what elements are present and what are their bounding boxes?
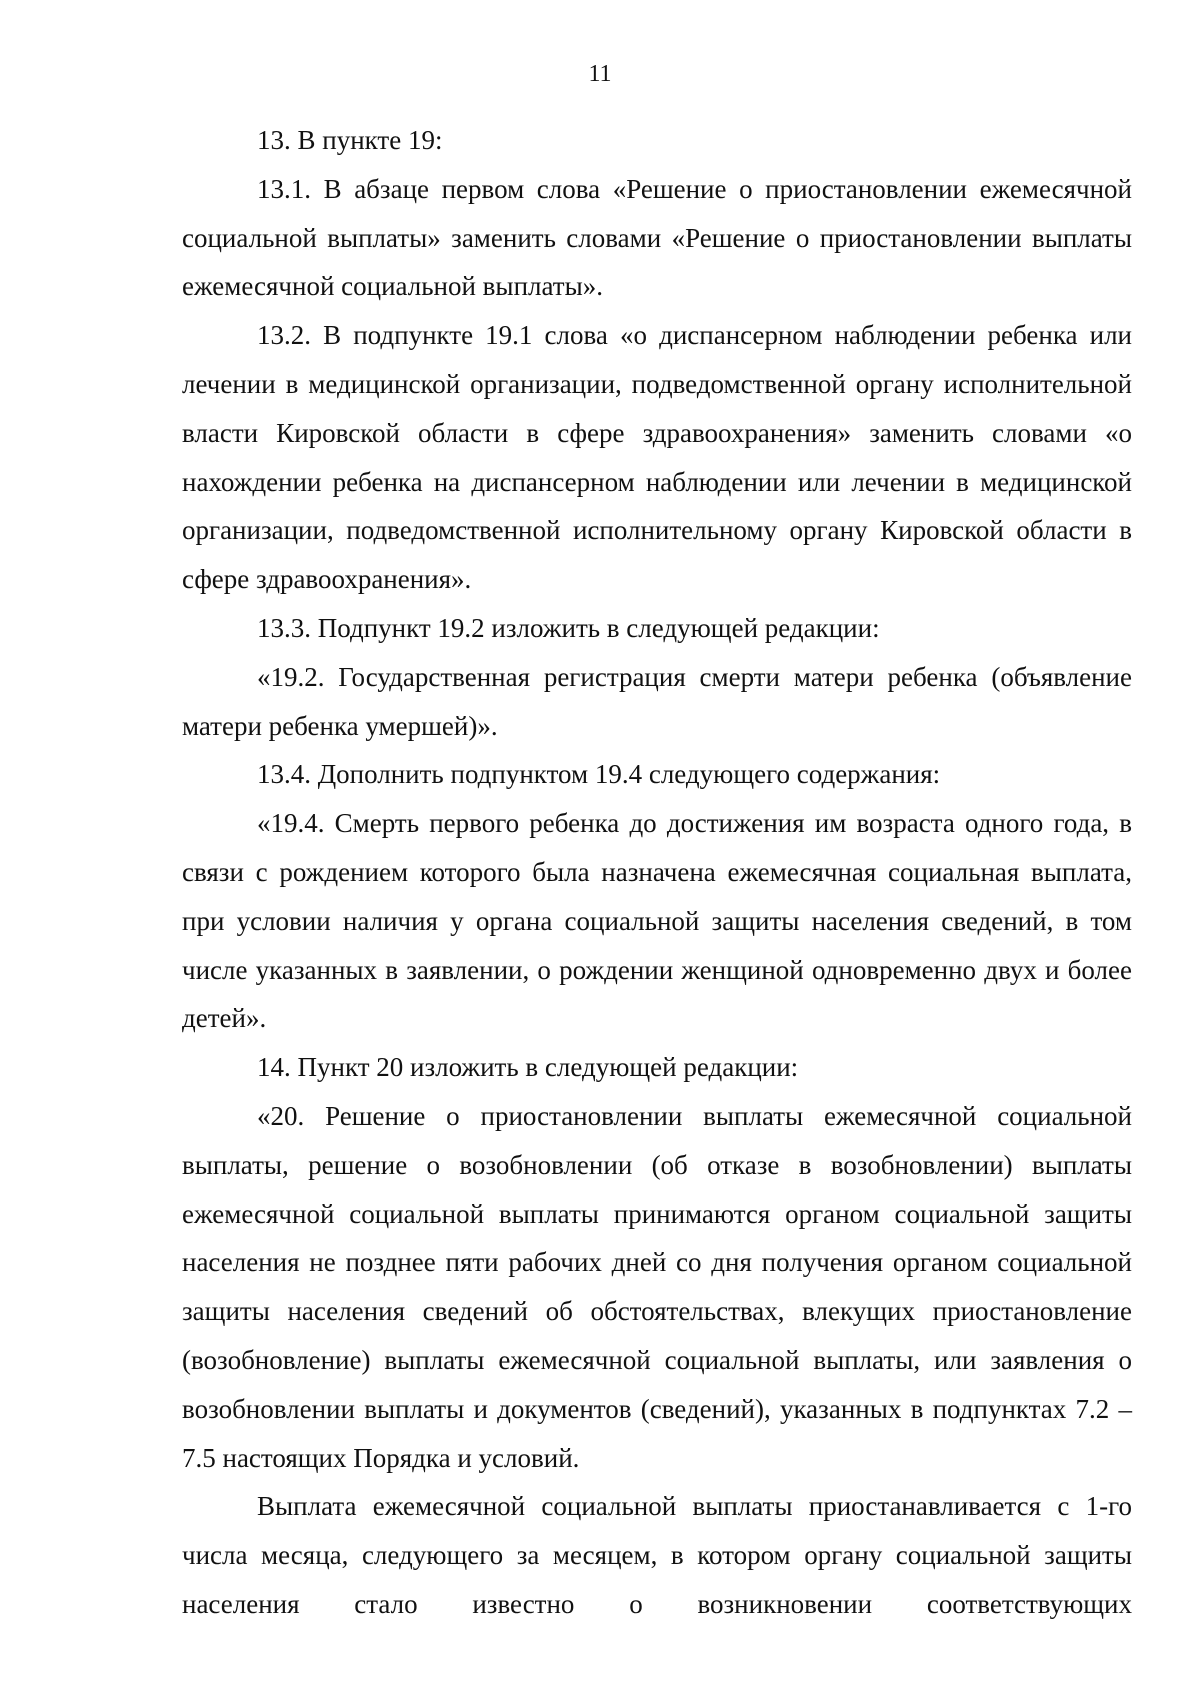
document-body	[182, 116, 1132, 1629]
paragraph-13-heading: 13. В пункте 19:	[257, 125, 443, 155]
paragraph-20-quote: «20. Решение о приостановлении выплаты ежемесячной социальной выплаты, решение о возобновлении (об отказе в возобновлении) выплаты ежемесячной социальной выплаты принимаются органом социальной защиты населения не позднее пяти рабочих дней со дня получения органом социальной защиты населения сведений об обстоятельствах, влекущих приостановление (возобновление) выплаты ежемесячной социальной выплаты, или заявления о возобновлении выплаты и документов (сведений), указанных в подпунктах 7.2 – 7.5 настоящих Порядка и условий.	[182, 1100, 1132, 1473]
paragraph-19-2-quote: «19.2. Государственная регистрация смерти матери ребенка (объявление матери ребенка умершей)».	[182, 661, 1132, 741]
paragraph-13-2: 13.2. В подпункте 19.1 слова «о диспансерном наблюдении ребенка или лечении в медицинской организации, подведомственной органу исполнительной власти Кировской области в сфере здравоохранения» заменить словами «о нахождении ребенка на диспансерном наблюдении или лечении в медицинской организации, подведомственной исполнительному органу Кировской области в сфере здравоохранения».	[182, 320, 1132, 595]
paragraph-13-3: 13.3. Подпункт 19.2 изложить в следующей редакции:	[257, 612, 880, 643]
paragraph-13-1: 13.1. В абзаце первом слова «Решение о приостановлении ежемесячной социальной выплаты» заменить словами «Решение о приостановлении выплаты ежемесячной социальной выплаты».	[182, 173, 1132, 302]
paragraph-13-4: 13.4. Дополнить подпунктом 19.4 следующего содержания:	[257, 759, 941, 790]
paragraph-14: 14. Пункт 20 изложить в следующей редакции:	[257, 1052, 799, 1083]
page-number: 11	[588, 61, 612, 87]
paragraph-19-4-quote: «19.4. Смерть первого ребенка до достижения им возраста одного года, в связи с рождением которого была назначена ежемесячная социальная выплата, при условии наличия у органа социальной защиты населения сведений, в том числе указанных в заявлении, о рождении женщиной одновременно двух и более детей».	[182, 808, 1132, 1034]
paragraph-payment-suspension: Выплата ежемесячной социальной выплаты приостанавливается с 1-го числа месяца, следующего за месяцем, в котором органу социальной защиты населения стало известно о возникновении соответствующих	[182, 1491, 1132, 1619]
